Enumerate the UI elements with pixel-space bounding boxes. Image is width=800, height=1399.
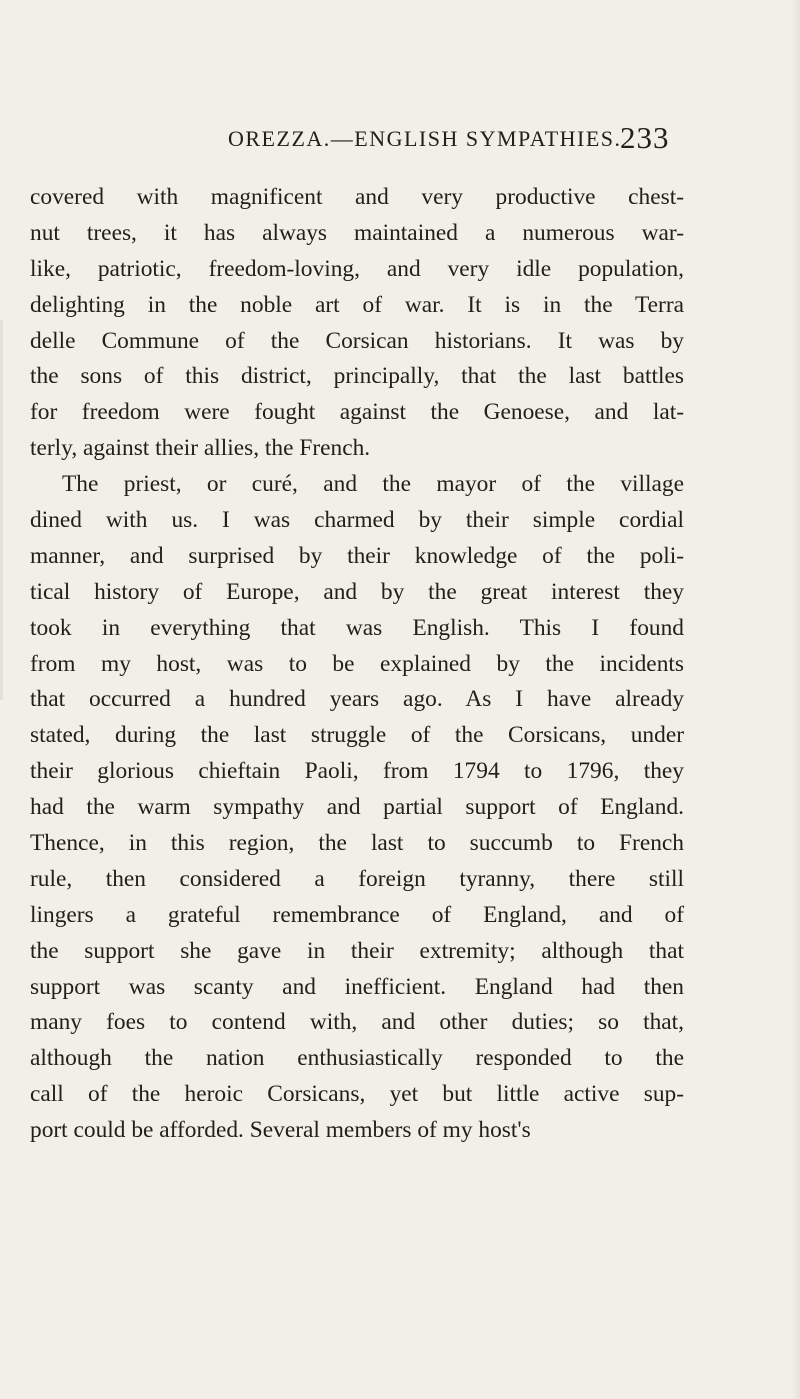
text-line: call of the heroic Corsicans, yet but little active sup- xyxy=(30,1081,684,1108)
text-line: that occurred a hundred years ago. As I have already xyxy=(30,686,684,713)
running-head: OREZZA.—ENGLISH SYMPATHIES. xyxy=(228,126,622,151)
text-line: many foes to contend with, and other duties; so that, xyxy=(30,1009,684,1036)
text-line: rule, then considered a foreign tyranny, there still xyxy=(30,865,684,892)
text-line: support was scanty and inefficient. England had then xyxy=(30,973,684,1000)
text-line: although the nation enthusiastically responded to the xyxy=(30,1045,684,1072)
text-line: for freedom were fought against the Genoese, and lat- xyxy=(30,399,684,426)
page-number: 233 xyxy=(620,120,670,155)
text-line: Thence, in this region, the last to succumb to French xyxy=(30,830,684,857)
text-line: terly, against their allies, the French. xyxy=(30,435,371,462)
text-line: tical history of Europe, and by the great interest they xyxy=(30,578,684,605)
text-line: took in everything that was English. This I found xyxy=(30,614,684,641)
text-line: manner, and surprised by their knowledge of the poli- xyxy=(30,542,684,569)
text-line: delle Commune of the Corsican historians. It was by xyxy=(30,327,684,354)
text-line: port could be afforded. Several members of my host's xyxy=(30,1117,531,1144)
page-edge-shadow xyxy=(792,0,800,1399)
text-line: stated, during the last struggle of the Corsicans, under xyxy=(30,722,684,749)
body-text xyxy=(30,180,684,1149)
text-line: covered with magnificent and very productive chest- xyxy=(30,184,684,210)
text-line: like, patriotic, freedom-loving, and very idle population, xyxy=(30,255,684,282)
text-line: The priest, or curé, and the mayor of the village xyxy=(62,471,684,498)
text-line: had the warm sympathy and partial support of England. xyxy=(30,794,684,821)
page-fold-mark xyxy=(0,320,3,700)
text-line: the sons of this district, principally, that the last battles xyxy=(30,363,684,390)
text-line: their glorious chieftain Paoli, from 1794 to 1796, they xyxy=(30,758,684,785)
text-line: dined with us. I was charmed by their simple cordial xyxy=(30,507,684,534)
text-line: delighting in the noble art of war. It is in the Terra xyxy=(30,291,684,318)
text-line: from my host, was to be explained by the incidents xyxy=(30,650,684,677)
text-line: the support she gave in their extremity; although that xyxy=(30,937,684,964)
text-line: lingers a grateful remembrance of England, and of xyxy=(30,901,684,928)
text-line: nut trees, it has always maintained a numerous war- xyxy=(30,219,684,246)
